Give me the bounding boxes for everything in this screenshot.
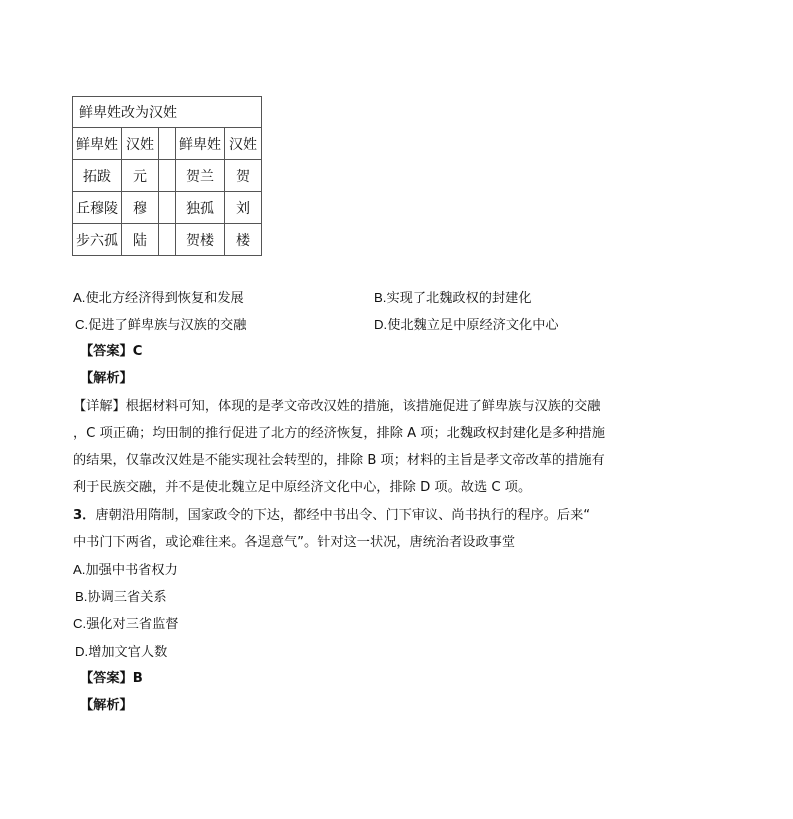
option-text: 使北方经济得到恢复和发展	[85, 291, 244, 306]
q3-option-b	[75, 587, 167, 608]
option-text: 协调三省关系	[87, 590, 167, 605]
option-label: B.	[75, 589, 88, 604]
table-row	[73, 192, 262, 224]
table-header-cell: 汉姓	[225, 128, 262, 160]
option-text: 促进了鲜卑族与汉族的交融	[88, 318, 247, 333]
table-header-cell	[159, 128, 176, 160]
option-d	[374, 315, 559, 336]
option-label: A.	[73, 562, 86, 577]
table-header-cell: 鲜卑姓	[73, 128, 122, 160]
option-b	[374, 288, 532, 309]
answer-tag: 【答案】	[80, 671, 133, 686]
option-a	[73, 288, 244, 309]
question-3-stem-line-2: 中书门下两省，或论难往来。各逞意气”。针对这一状况，唐统治者设政事堂	[73, 535, 516, 550]
detail-line: ，C 项正确；均田制的推行促进了北方的经济恢复，排除 A 项；北魏政权封建化是多种措施	[73, 426, 605, 441]
answer-line	[80, 342, 142, 362]
detail-line: 【详解】根据材料可知，体现的是孝文帝改汉姓的措施，该措施促进了鲜卑族与汉族的交融	[73, 399, 601, 414]
q3-option-a	[73, 560, 178, 581]
table-header-cell: 鲜卑姓	[176, 128, 225, 160]
table-cell: 贺楼	[176, 224, 225, 256]
option-text: 强化对三省监督	[86, 617, 179, 632]
option-label: C.	[75, 317, 89, 332]
question-3-stem-line-1	[73, 506, 590, 526]
option-c	[75, 315, 246, 336]
table-cell: 陆	[122, 224, 159, 256]
q3-option-d	[75, 642, 167, 663]
table-cell: 元	[122, 160, 159, 192]
question-number: 3．	[73, 508, 96, 523]
table-cell: 贺兰	[176, 160, 225, 192]
analysis-tag: 【解析】	[80, 371, 133, 386]
table-title-row	[73, 97, 262, 128]
option-label: A.	[73, 290, 86, 305]
option-text: 使北魏立足中原经济文化中心	[387, 318, 559, 333]
table-title: 鲜卑姓改为汉姓	[73, 97, 262, 128]
table-header-row	[73, 128, 262, 160]
q3-answer-line	[80, 669, 143, 689]
surname-table	[72, 96, 262, 256]
table-cell: 丘穆陵	[73, 192, 122, 224]
table-cell	[159, 224, 176, 256]
table-header-cell: 汉姓	[122, 128, 159, 160]
option-label: B.	[374, 290, 387, 305]
option-label: D.	[75, 644, 89, 659]
table-row	[73, 160, 262, 192]
table-cell: 刘	[225, 192, 262, 224]
answer-value: C	[132, 344, 143, 359]
detail-line: 利于民族交融，并不是使北魏立足中原经济文化中心，排除 D 项。故选 C 项。	[73, 480, 532, 495]
option-text: 实现了北魏政权的封建化	[386, 291, 532, 306]
option-label: C.	[73, 616, 87, 631]
table-cell	[159, 160, 176, 192]
table-cell: 独孤	[176, 192, 225, 224]
stem-text: 唐朝沿用隋制，国家政令的下达，都经中书出令、门下审议、尚书执行的程序。后来“	[95, 508, 591, 523]
table-cell: 拓跋	[73, 160, 122, 192]
q3-analysis-tag: 【解析】	[80, 698, 133, 713]
table-cell: 贺	[225, 160, 262, 192]
answer-value: B	[132, 671, 143, 686]
table-cell: 步六孤	[73, 224, 122, 256]
table-cell	[159, 192, 176, 224]
option-label: D.	[374, 317, 388, 332]
table-row	[73, 224, 262, 256]
q3-option-c	[73, 614, 179, 635]
table-cell: 穆	[122, 192, 159, 224]
detail-line: 的结果，仅靠改汉姓是不能实现社会转型的，排除 B 项；材料的主旨是孝文帝改革的措施有	[73, 453, 605, 468]
option-text: 加强中书省权力	[85, 563, 178, 578]
option-text: 增加文官人数	[88, 645, 168, 660]
table-cell: 楼	[225, 224, 262, 256]
answer-tag: 【答案】	[80, 344, 133, 359]
